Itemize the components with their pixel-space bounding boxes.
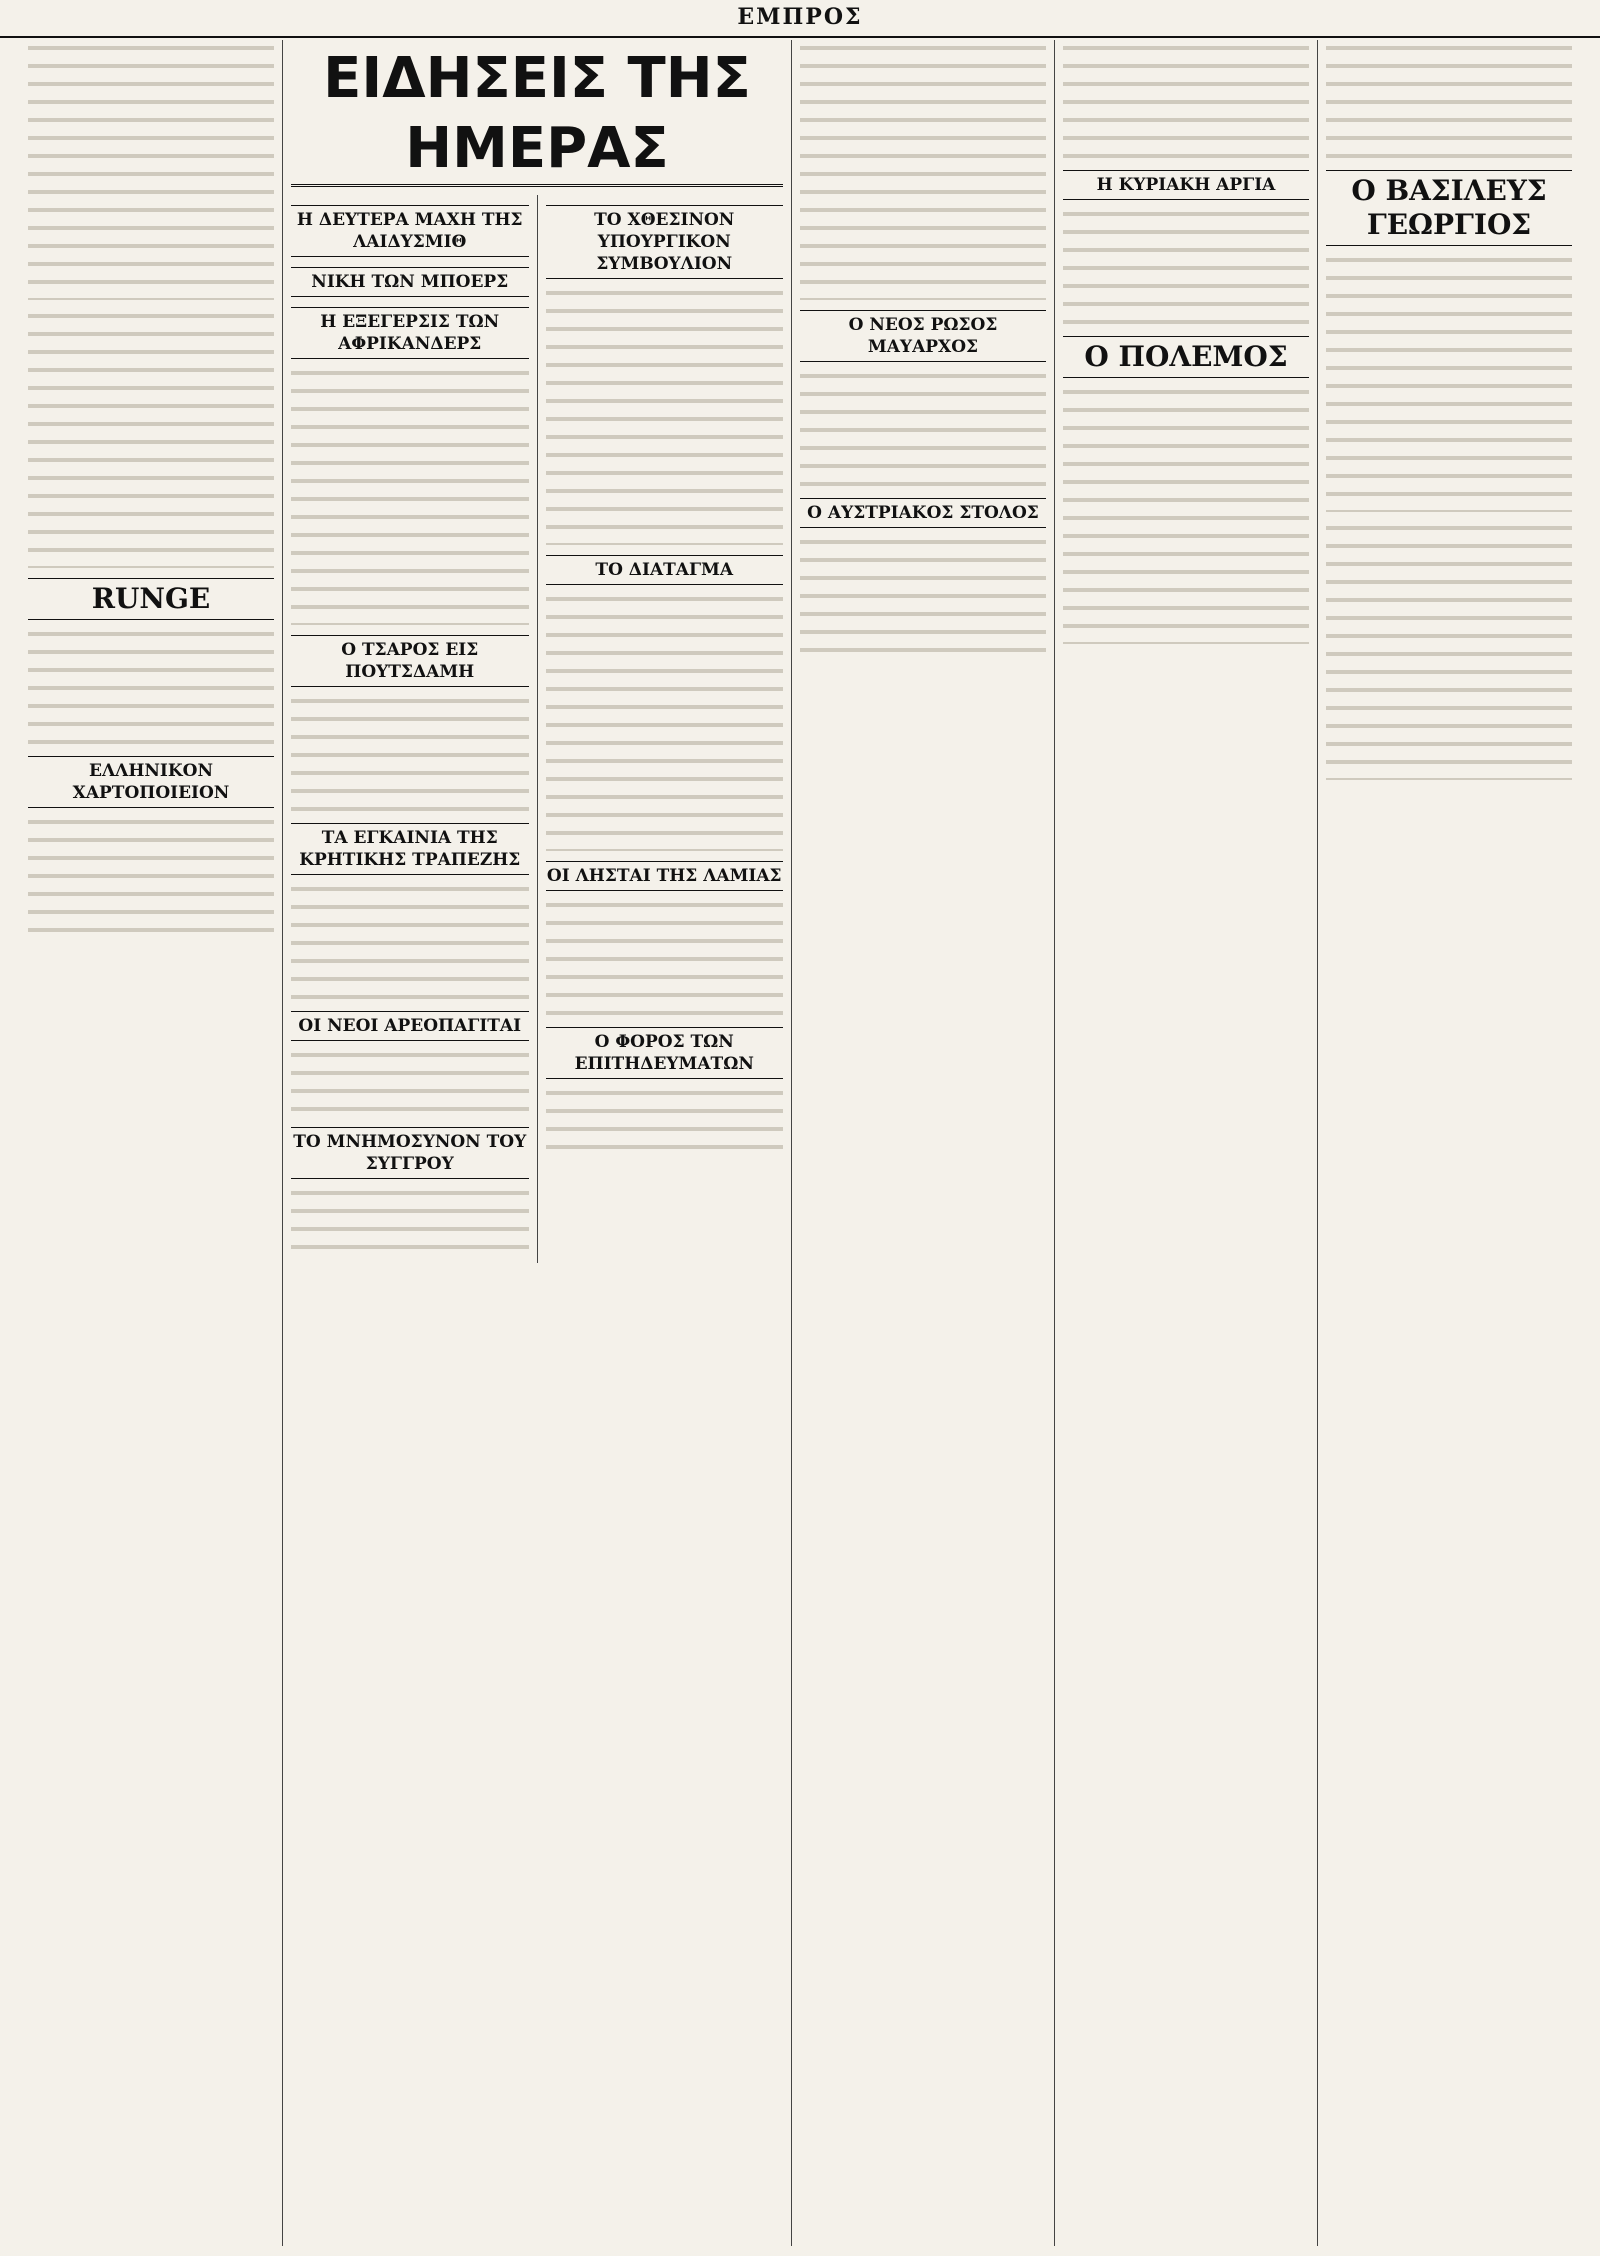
article-text — [28, 308, 274, 568]
headline-afrikaners: Η ΕΞΕΓΕΡΣΙΣ ΤΩΝ ΑΦΡΙΚΑΝΔΕΡΣ — [291, 307, 529, 359]
headline-bandits: ΟΙ ΛΗΣΤΑΙ ΤΗΣ ΛΑΜΙΑΣ — [546, 861, 784, 891]
article-text — [28, 814, 274, 934]
headline-war: Ο ΠΟΛΕΜΟΣ — [1063, 336, 1309, 378]
article-text — [291, 1185, 529, 1255]
column-1 — [20, 40, 283, 2246]
masthead — [0, 0, 1600, 38]
headline-marshal: Ο ΝΕΟΣ ΡΩΣΟΣ ΜΑΥΑΡΧΟΣ — [800, 310, 1046, 362]
headline-king: Ο ΒΑΣΙΛΕΥΣ ΓΕΩΡΓΙΟΣ — [1326, 170, 1572, 246]
article-text — [800, 40, 1046, 300]
column-4 — [792, 40, 1055, 2246]
headline-syngros: ΤΟ ΜΝΗΜΟΣΥΝΟΝ ΤΟΥ ΣΥΓΓΡΟΥ — [291, 1127, 529, 1179]
headline-decree: ΤΟ ΔΙΑΤΑΓΜΑ — [546, 555, 784, 585]
headline-cretan-bank: ΤΑ ΕΓΚΑΙΝΙΑ ΤΗΣ ΚΡΗΤΙΚΗΣ ΤΡΑΠΕΖΗΣ — [291, 823, 529, 875]
article-text — [1326, 252, 1572, 512]
headline-tsar: Ο ΤΣΑΡΟΣ ΕΙΣ ΠΟΥΤΣΔΑΜΗ — [291, 635, 529, 687]
article-text — [1063, 206, 1309, 326]
article-text — [291, 693, 529, 813]
article-text — [291, 881, 529, 1001]
article-text — [291, 365, 529, 625]
column-6 — [1318, 40, 1580, 2246]
headline-runge: RUNGE — [28, 578, 274, 620]
article-text — [546, 897, 784, 1017]
article-text — [28, 626, 274, 746]
headline-areopagites: ΟΙ ΝΕΟΙ ΑΡΕΟΠΑΓΙΤΑΙ — [291, 1011, 529, 1041]
article-text — [1326, 520, 1572, 780]
article-text — [800, 368, 1046, 488]
article-text — [28, 40, 274, 300]
column-5 — [1055, 40, 1318, 2246]
main-title: ΕΙΔΗΣΕΙΣ ΤΗΣ ΗΜΕΡΑΣ — [291, 44, 783, 187]
headline-council: ΤΟ ΧΘΕΣΙΝΟΝ ΥΠΟΥΡΓΙΚΟΝ ΣΥΜΒΟΥΛΙΟΝ — [546, 205, 784, 279]
headline-paper-mill: ΕΛΛΗΝΙΚΟΝ ΧΑΡΤΟΠΟΙΕΙΟΝ — [28, 756, 274, 808]
article-text — [1326, 40, 1572, 160]
article-text — [800, 534, 1046, 654]
article-text — [546, 285, 784, 545]
headline-boer-war: Η ΔΕΥΤΕΡΑ ΜΑΧΗ ΤΗΣ ΛΑΙΔΥΣΜΙΘ — [291, 205, 529, 257]
article-text — [291, 1047, 529, 1117]
headline-sunday: Η ΚΥΡΙΑΚΗ ΑΡΓΙΑ — [1063, 170, 1309, 200]
article-text — [1063, 40, 1309, 160]
headline-boer-victory: ΝΙΚΗ ΤΩΝ ΜΠΟΕΡΣ — [291, 267, 529, 297]
article-text — [546, 1085, 784, 1155]
masthead-name: ΕΜΠΡΟΣ — [737, 4, 863, 30]
article-text — [1063, 384, 1309, 644]
columns — [20, 40, 1580, 2246]
headline-austrian-fleet: Ο ΑΥΣΤΡΙΑΚΟΣ ΣΤΟΛΟΣ — [800, 498, 1046, 528]
article-text — [546, 591, 784, 851]
column-2-3 — [283, 40, 792, 2246]
headline-tax: Ο ΦΟΡΟΣ ΤΩΝ ΕΠΙΤΗΔΕΥΜΑΤΩΝ — [546, 1027, 784, 1079]
